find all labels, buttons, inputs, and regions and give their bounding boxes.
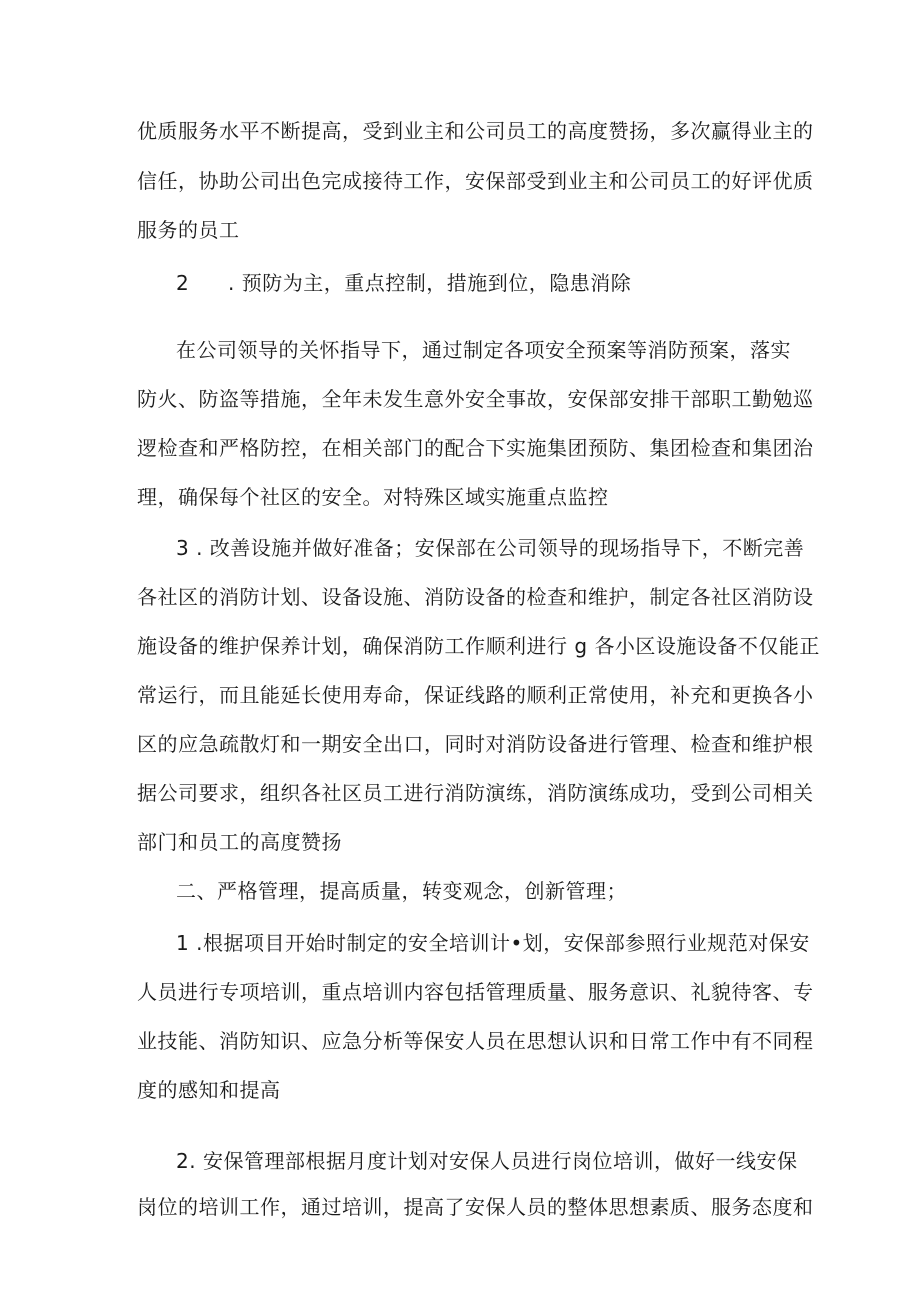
paragraph-2-line-1: 在公司领导的关怀指导下，通过制定各项安全预案等消防预案，落实 <box>176 338 791 362</box>
paragraph-2-line-2: 防火、防盗等措施，全年未发生意外安全事故，安保部安排干部职工勤勉巡 <box>137 387 814 411</box>
paragraph-5-line-2: 岗位的培训工作，通过培训，提高了安保人员的整体思想素质、服务态度和 <box>137 1195 814 1219</box>
heading-2-text: . 预防为主，重点控制，措施到位，隐患消除 <box>228 271 632 295</box>
paragraph-1-line-3: 服务的员工 <box>137 218 240 242</box>
paragraph-4-line-4: 度的感知和提高 <box>137 1078 281 1102</box>
paragraph-3-line-6: 据公司要求，组织各社区员工进行消防演练，消防演练成功，受到公司相关 <box>137 781 814 805</box>
paragraph-3-line-5: 区的应急疏散灯和一期安全出口，同时对消防设备进行管理、检查和维护根 <box>137 732 814 756</box>
paragraph-1-line-2: 信任，协助公司出色完成接待工作，安保部受到业主和公司员工的好评优质 <box>137 169 814 193</box>
paragraph-3-line-4: 常运行，而且能延长使用寿命，保证线路的顺利正常使用，补充和更换各小 <box>137 683 814 707</box>
paragraph-5-line-1: 2. 安保管理部根据月度计划对安保人员进行岗位培训，做好一线安保 <box>176 1149 798 1173</box>
paragraph-4-line-1: 1 .根据项目开始时制定的安全培训计•划，安保部参照行业规范对保安 <box>176 931 810 955</box>
paragraph-3-line-7: 部门和员工的高度赞扬 <box>137 830 342 854</box>
paragraph-3-line-1: 3 . 改善设施并做好准备；安保部在公司领导的现场指导下，不断完善 <box>176 536 805 560</box>
paragraph-3-line-3: 施设备的维护保养计划，确保消防工作顺利进行 g 各小区设施设备不仅能正 <box>137 634 820 658</box>
paragraph-3-line-2: 各社区的消防计划、设备设施、消防设备的检查和维护，制定各社区消防设 <box>137 585 814 609</box>
paragraph-4-line-2: 人员进行专项培训，重点培训内容包括管理质量、服务意识、礼貌待客、专 <box>137 980 814 1004</box>
paragraph-2-line-3: 逻检查和严格防控，在相关部门的配合下实施集团预防、集团检查和集团治 <box>137 436 814 460</box>
section-2-heading: 二、严格管理，提高质量，转变观念，创新管理； <box>176 879 627 903</box>
heading-2-number: 2 <box>176 271 189 295</box>
paragraph-2-line-4: 理，确保每个社区的安全。对特殊区域实施重点监控 <box>137 485 609 509</box>
paragraph-1-line-1: 优质服务水平不断提高，受到业主和公司员工的高度赞扬，多次赢得业主的 <box>137 119 814 143</box>
paragraph-4-line-3: 业技能、消防知识、应急分析等保安人员在思想认识和日常工作中有不同程 <box>137 1029 814 1053</box>
